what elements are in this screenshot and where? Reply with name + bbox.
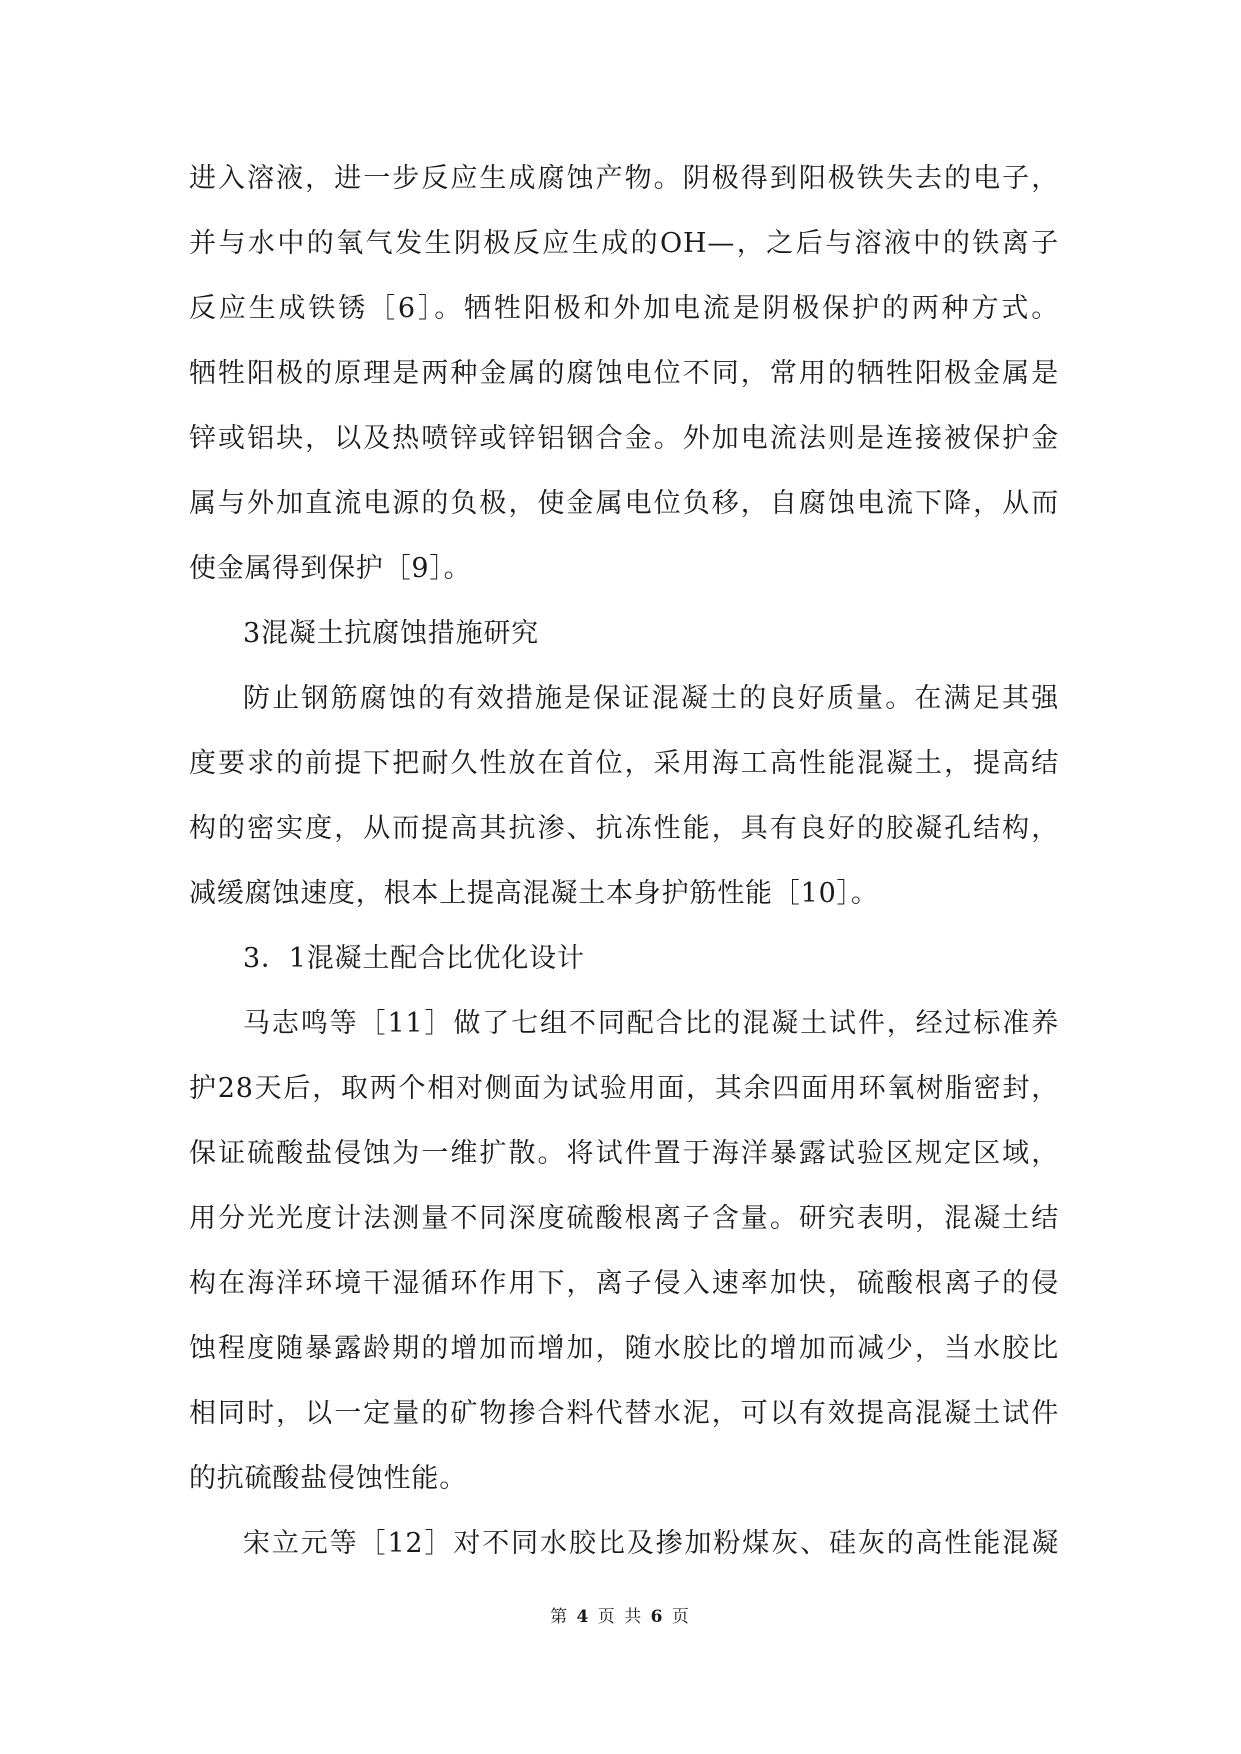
text-line: 蚀程度随暴露龄期的增加而增加，随水胶比的增加而减少，当水胶比	[189, 1333, 1059, 1364]
text-line: 使金属得到保护［9］。	[189, 553, 472, 584]
text-line: 马志鸣等［11］做了七组不同配合比的混凝土试件，经过标准养	[243, 1008, 1059, 1039]
page-number: 4	[576, 1607, 591, 1627]
text-line: 用分光光度计法测量不同深度硫酸根离子含量。研究表明，混凝土结	[189, 1203, 1059, 1234]
footer-prefix: 第	[550, 1607, 570, 1627]
text-line: 防止钢筋腐蚀的有效措施是保证混凝土的良好质量。在满足其强	[243, 683, 1059, 714]
text-line: 度要求的前提下把耐久性放在首位，采用海工高性能混凝土，提高结	[189, 748, 1059, 779]
text-line: 宋立元等［12］对不同水胶比及掺加粉煤灰、硅灰的高性能混凝	[243, 1528, 1059, 1559]
text-line: 牺牲阳极的原理是两种金属的腐蚀电位不同，常用的牺牲阳极金属是	[189, 358, 1059, 389]
text-line: 护28天后，取两个相对侧面为试验用面，其余四面用环氧树脂密封，	[189, 1073, 1059, 1104]
text-line: 并与水中的氧气发生阴极反应生成的OH—，之后与溶液中的铁离子	[189, 228, 1059, 259]
page-footer	[0, 1602, 1241, 1627]
total-pages: 6	[650, 1607, 665, 1627]
text-line: 进入溶液，进一步反应生成腐蚀产物。阴极得到阳极铁失去的电子，	[189, 163, 1059, 194]
section-heading: 3混凝土抗腐蚀措施研究	[243, 618, 539, 649]
text-line: 锌或铝块，以及热喷锌或锌铝铟合金。外加电流法则是连接被保护金	[189, 423, 1059, 454]
footer-suffix: 页	[671, 1607, 691, 1627]
text-line: 属与外加直流电源的负极，使金属电位负移，自腐蚀电流下降，从而	[189, 488, 1059, 519]
subsection-heading: 3．1混凝土配合比优化设计	[243, 943, 585, 974]
text-line: 保证硫酸盐侵蚀为一维扩散。将试件置于海洋暴露试验区规定区域，	[189, 1138, 1059, 1169]
text-line: 构的密实度，从而提高其抗渗、抗冻性能，具有良好的胶凝孔结构，	[189, 813, 1059, 844]
text-line: 的抗硫酸盐侵蚀性能。	[189, 1463, 467, 1494]
text-line: 反应生成铁锈［6］。牺牲阳极和外加电流是阴极保护的两种方式。	[189, 293, 1059, 324]
text-line: 构在海洋环境干湿循环作用下，离子侵入速率加快，硫酸根离子的侵	[189, 1268, 1059, 1299]
text-line: 减缓腐蚀速度，根本上提高混凝土本身护筋性能［10］。	[189, 878, 879, 909]
text-line: 相同时，以一定量的矿物掺合料代替水泥，可以有效提高混凝土试件	[189, 1398, 1059, 1429]
footer-middle: 页 共	[597, 1607, 644, 1627]
